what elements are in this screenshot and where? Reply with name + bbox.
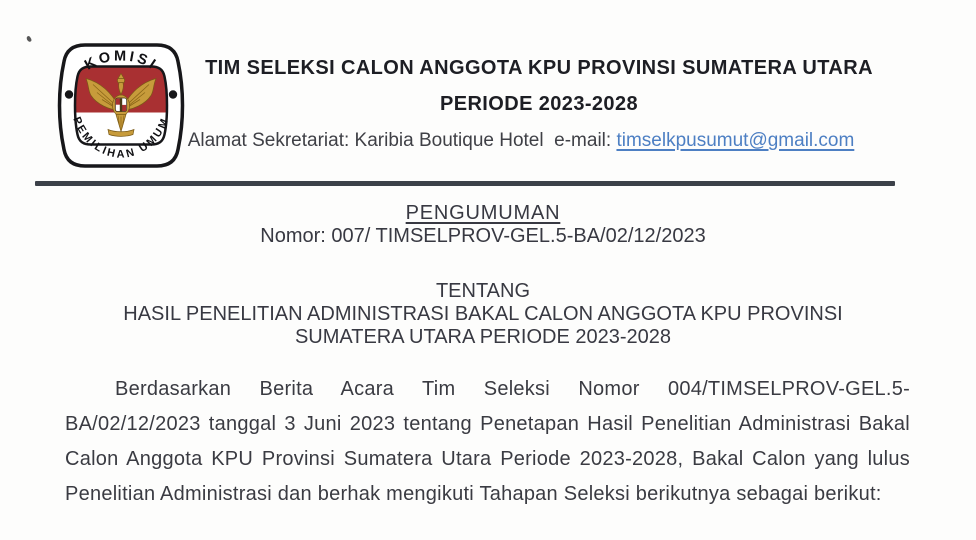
announcement-heading-block [0,202,966,248]
secretariat-address-line [150,130,892,152]
logo-right-dot [169,90,177,98]
letterhead-title-line2: PERIODE 2023-2028 [439,93,639,115]
announcement-subject-block [0,280,966,349]
address-label: Alamat Sekretariat: Karibia Boutique Hotel e-mail: [187,130,617,151]
logo-text-top: KOMISI [82,48,161,74]
body-paragraph [65,372,910,512]
body-line: Penelitian Administrasi dan berhak mengikuti Tahapan Seleksi berikutnya sebagai berikut: [65,483,882,505]
subject-line1: HASIL PENELITIAN ADMINISTRASI BAKAL CALON ANGGOTA KPU PROVINSI [123,303,843,325]
subject-line2: SUMATERA UTARA PERIODE 2023-2028 [294,326,672,348]
body-line: Calon Anggota KPU Provinsi Sumatera Utara Periode 2023-2028, Bakal Calon yang lulus [65,448,910,470]
about-label: TENTANG [435,280,531,302]
body-line: BA/02/12/2023 tanggal 3 Juni 2023 tentang Penetapan Hasil Penelitian Administrasi Bakal [65,413,910,435]
letterhead-divider [35,181,895,186]
garuda-shield [115,98,126,112]
letterhead-title-line1: TIM SELEKSI CALON ANGGOTA KPU PROVINSI SUMATERA UTARA [205,57,873,79]
scan-artifact [26,35,33,42]
announcement-heading: PENGUMUMAN [405,202,561,224]
logo-text-bottom: PEMILIHAN UMUM [70,115,172,161]
logo-left-dot [65,90,73,98]
announcement-number: Nomor: 007/ TIMSELPROV-GEL.5-BA/02/12/2023 [260,225,706,247]
body-line: Berdasarkan Berita Acara Tim Seleksi Nomor 004/TIMSELPROV-GEL.5- [115,378,910,400]
email-link[interactable]: timselkpusumut@gmail.com [616,130,855,151]
